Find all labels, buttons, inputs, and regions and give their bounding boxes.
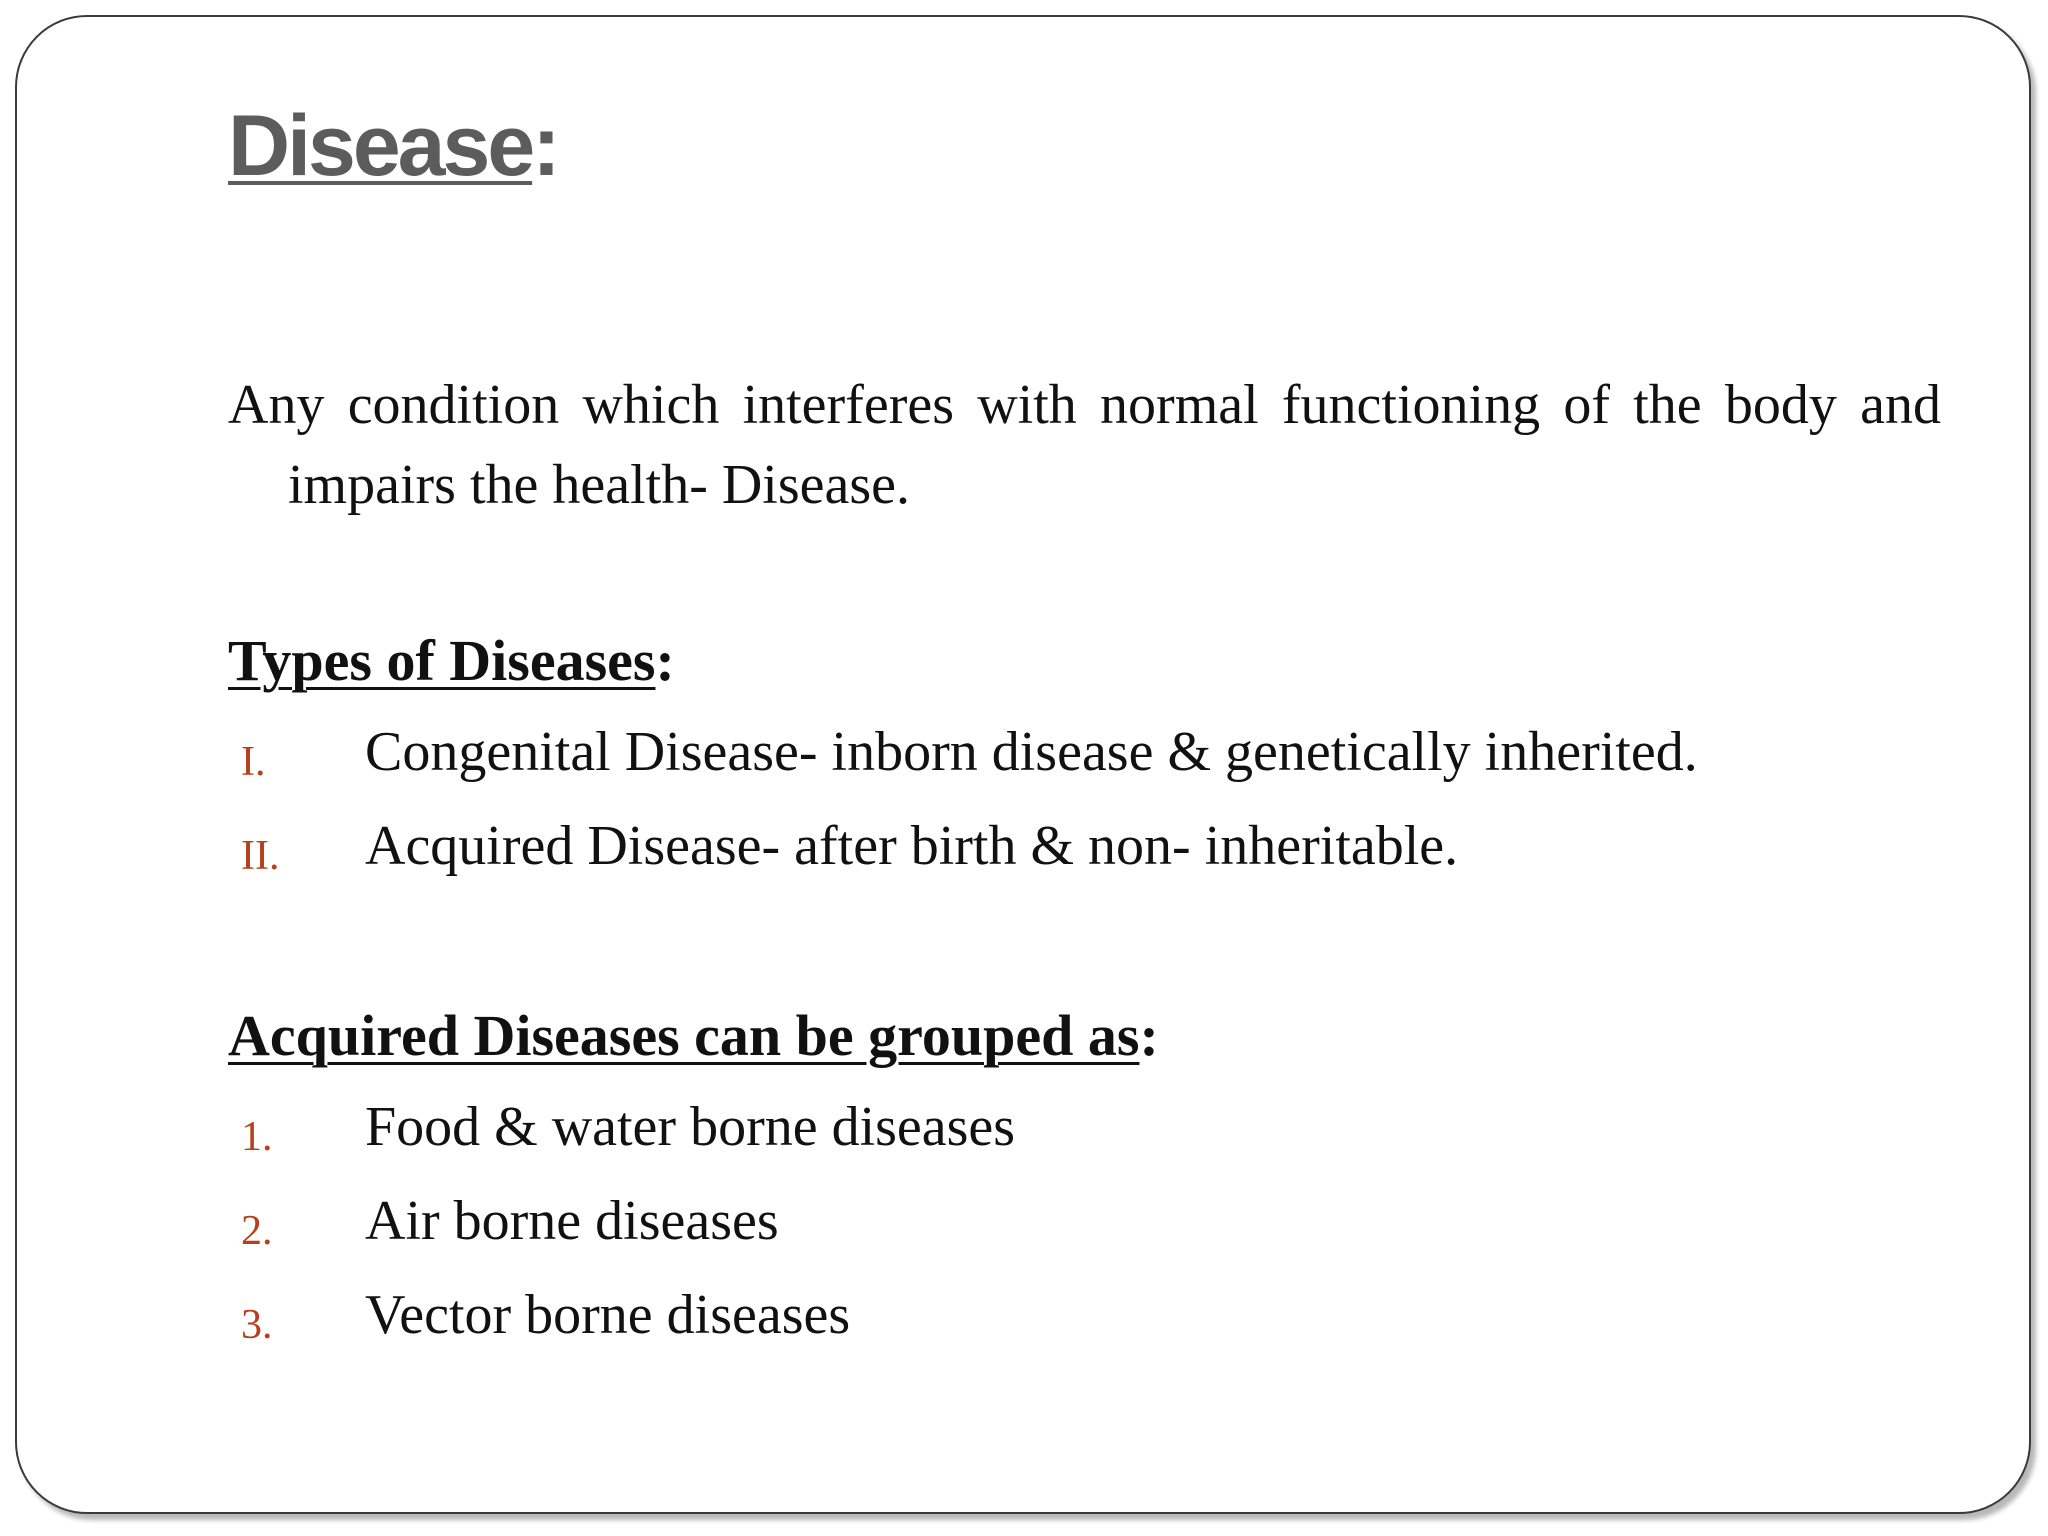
list-item-text: Acquired Disease- after birth & non- inheritable. [365, 815, 1459, 877]
acquired-heading-colon: : [1139, 1003, 1159, 1068]
list-item-text: Congenital Disease- inborn disease & genetically inherited. [365, 721, 1698, 783]
slide [15, 15, 2031, 1514]
list-item-text: Food & water borne diseases [365, 1096, 1016, 1158]
list-marker: II. [241, 833, 280, 879]
list-marker: 2. [241, 1208, 273, 1254]
list-marker: 1. [241, 1114, 273, 1160]
slide-title-text: Disease [228, 98, 533, 194]
definition-paragraph: Any condition which interferes with normal functioning of the body and impairs the health- Disease. [228, 374, 1941, 516]
acquired-heading [228, 1004, 1159, 1068]
list-marker: 3. [241, 1302, 273, 1348]
list-item-text: Vector borne diseases [365, 1284, 851, 1346]
slide-title-colon: : [532, 98, 558, 194]
types-heading [228, 629, 675, 693]
types-heading-colon: : [655, 628, 675, 693]
types-heading-text: Types of Diseases [228, 628, 656, 693]
acquired-heading-text: Acquired Diseases can be grouped as [228, 1003, 1140, 1068]
list-marker: I. [241, 739, 266, 785]
slide-title [228, 99, 558, 194]
list-item-text: Air borne diseases [365, 1190, 779, 1252]
